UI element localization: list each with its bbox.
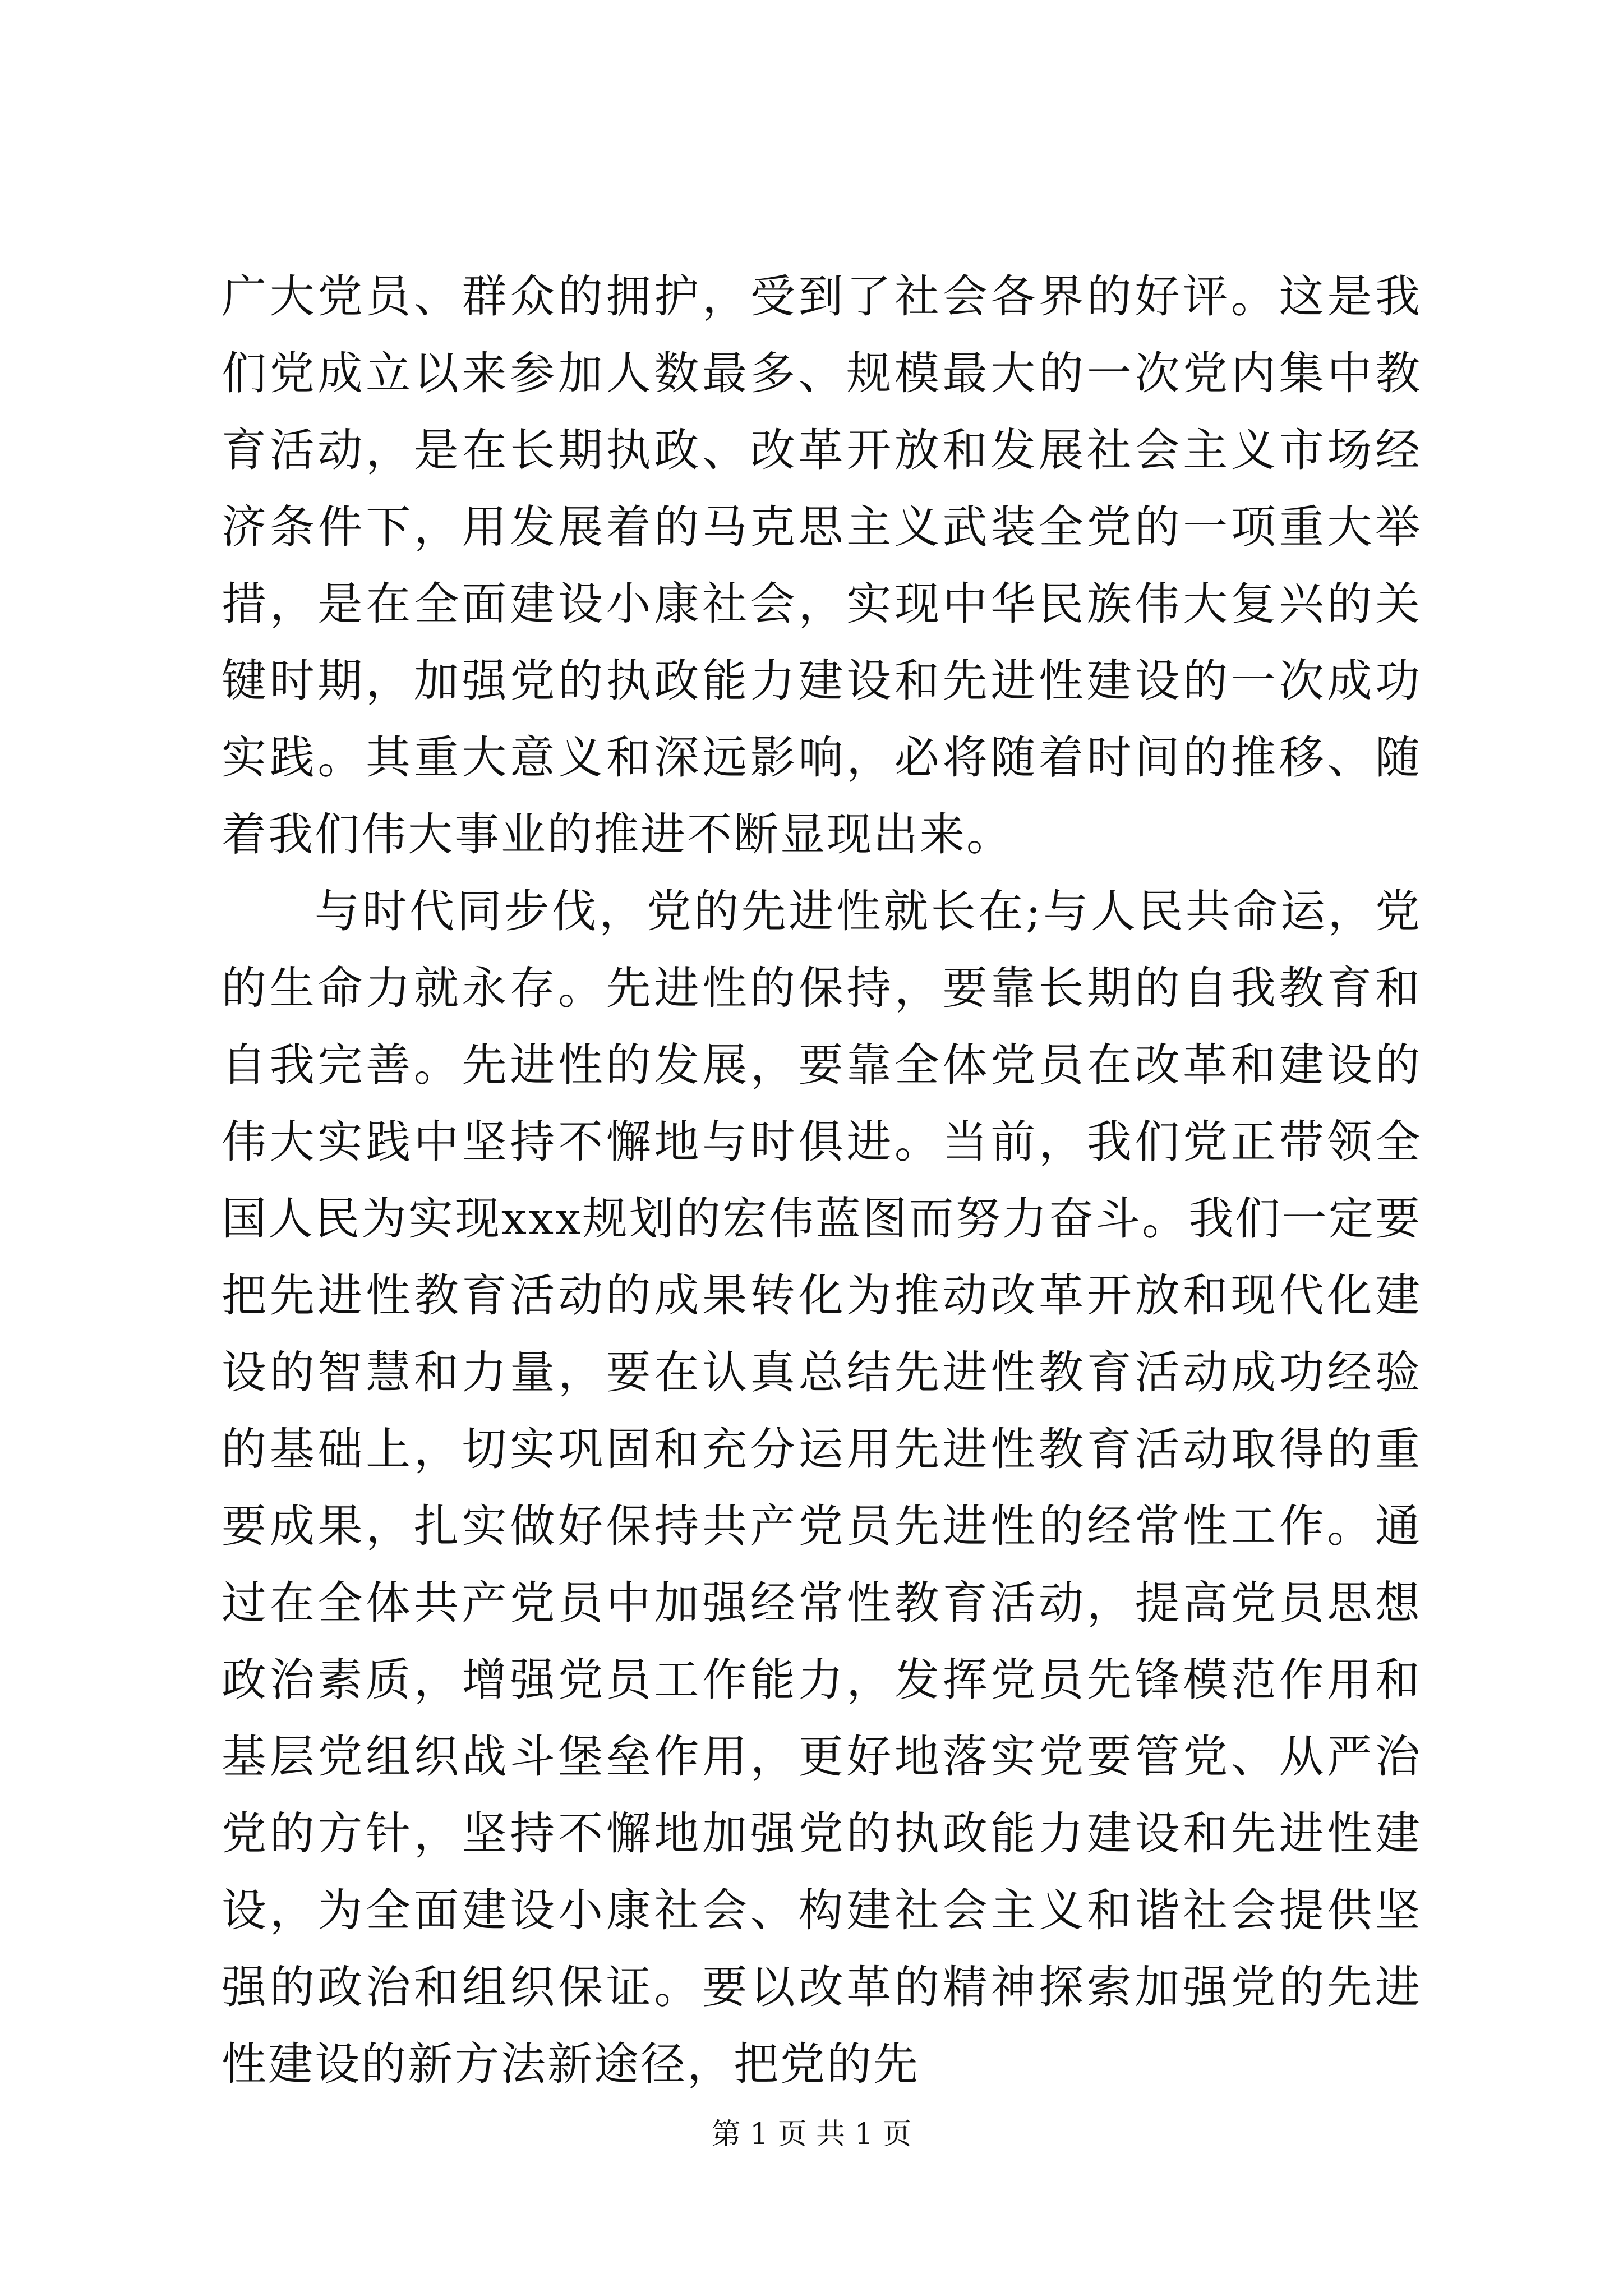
document-body xyxy=(222,258,1422,2102)
page-footer: 第 1 页 共 1 页 xyxy=(711,2118,912,2151)
paragraph-2: 与时代同步伐，党的先进性就长在;与人民共命运，党的生命力就永存。先进性的保持，要靠长期的自我教育和自我完善。先进性的发展，要靠全体党员在改革和建设的伟大实践中坚持不懈地与时俱进。当前，我们党正带领全国人民为实现xxx规划的宏伟蓝图而努力奋斗。我们一定要把先进性教育活动的成果转化为推动改革开放和现代化建设的智慧和力量，要在认真总结先进性教育活动成功经验的基础上，切实巩固和充分运用先进性教育活动取得的重要成果，扎实做好保持共产党员先进性的经常性工作。通过在全体共产党员中加强经常性教育活动，提高党员思想政治素质，增强党员工作能力，发挥党员先锋模范作用和基层党组织战斗堡垒作用，更好地落实党要管党、从严治党的方针，坚持不懈地加强党的执政能力建设和先进性建设，为全面建设小康社会、构建社会主义和谐社会提供坚强的政治和组织保证。要以改革的精神探索加强党的先进性建设的新方法新途径，把党的先 xyxy=(222,885,1422,2090)
paragraph-1: 广大党员、群众的拥护，受到了社会各界的好评。这是我们党成立以来参加人数最多、规模最大的一次党内集中教育活动，是在长期执政、改革开放和发展社会主义市场经济条件下，用发展着的马克思主义武装全党的一项重大举措，是在全面建设小康社会，实现中华民族伟大复兴的关键时期，加强党的执政能力建设和先进性建设的一次成功实践。其重大意义和深远影响，必将随着时间的推移、随着我们伟大事业的推进不断显现出来。 xyxy=(222,270,1422,861)
